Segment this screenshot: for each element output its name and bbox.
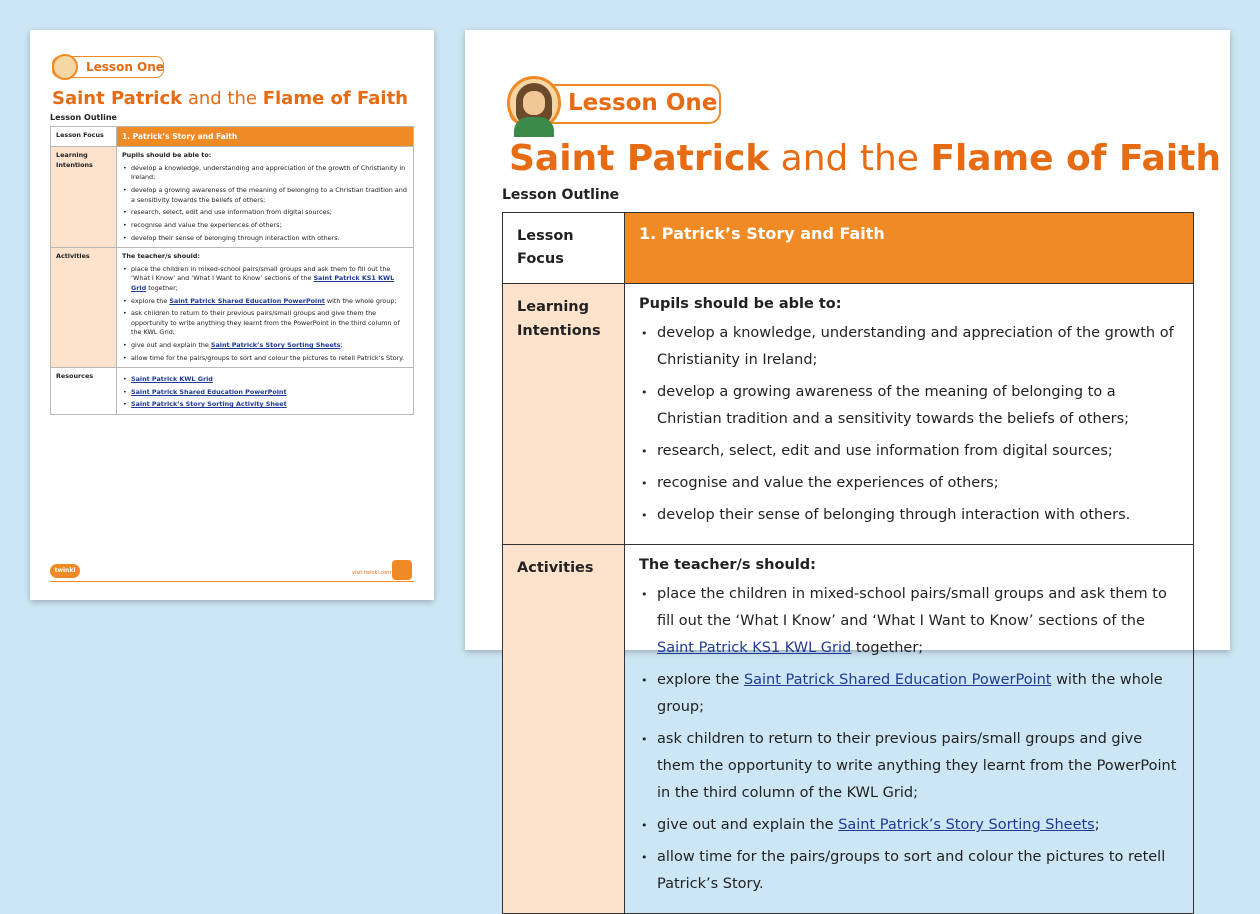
activities-list [122,265,408,363]
list-item: • research, select, edit and use information from digital sources; [122,208,408,218]
list-item: • explore the Saint Patrick Shared Education PowerPoint with the whole group; [122,297,408,307]
list-item: • explore the Saint Patrick Shared Education PowerPoint with the whole group; [639,667,1179,721]
intentions-list [122,164,408,243]
powerpoint-link[interactable]: Saint Patrick Shared Education PowerPoint [743,672,1052,689]
list-item: • place the children in mixed-school pairs/small groups and ask them to fill out the ‘What I Know’ and ‘What I Want to Know’ sections of the Saint Patrick KS1 KWL Grid together; [639,581,1179,662]
list-item: • develop a growing awareness of the meaning of belonging to a Christian tradition and a sensitivity towards the beliefs of others; [122,186,408,205]
title-part-1: Saint Patrick [509,138,770,179]
list-item [122,375,408,385]
intentions-list [639,320,1179,529]
intentions-label: Learning Intentions [51,147,117,248]
focus-value: 1. Patrick’s Story and Faith [117,127,414,147]
list-item: • develop their sense of belonging through interaction with others. [639,502,1179,529]
list-item: • give out and explain the Saint Patrick’s Story Sorting Sheets; [639,812,1179,839]
list-item: • recognise and value the experiences of others; [122,221,408,231]
zoomed-page [465,30,1230,893]
resources-list [122,375,408,410]
resource-link[interactable]: Saint Patrick’s Story Sorting Activity Sheet [131,400,287,409]
list-item: • recognise and value the experiences of others; [639,470,1179,497]
lesson-badge-label: Lesson One [568,90,718,116]
list-item: • research, select, edit and use information from digital sources; [639,438,1179,465]
title-part-3: Flame of Faith [930,138,1221,179]
activities-cell [117,248,414,368]
activities-intro: The teacher/s should: [639,557,816,574]
page-title [509,138,1221,179]
lesson-table [50,126,414,415]
twinkl-badge-icon [392,560,412,580]
title-part-1: Saint Patrick [52,88,183,109]
title-part-2: and the [769,138,931,179]
list-item: • develop a growing awareness of the meaning of belonging to a Christian tradition and a sensitivity towards the beliefs of others; [639,379,1179,433]
intentions-cell [625,284,1194,545]
list-item: • develop a knowledge, understanding and appreciation of the growth of Christianity in Ireland; [122,164,408,183]
resources-label: Resources [51,368,117,415]
activities-cell [625,545,1194,914]
activities-label: Activities [503,545,625,914]
title-part-3: Flame of Faith [262,88,408,109]
lesson-table [502,212,1194,914]
page-title [52,88,408,109]
focus-label: Lesson Focus [503,213,625,284]
twinkl-logo: twinkl [50,564,80,578]
sorting-sheets-link[interactable]: Saint Patrick’s Story Sorting Sheets [210,341,341,349]
outline-heading: Lesson Outline [502,187,620,203]
saint-patrick-avatar-icon [507,76,561,130]
list-item: • develop their sense of belonging through interaction with others. [122,234,408,244]
focus-label: Lesson Focus [51,127,117,147]
list-item: • ask children to return to their previous pairs/small groups and give them the opportunity to write anything they learnt from the PowerPoint in the third column of the KWL Grid; [639,726,1179,807]
list-item: • allow time for the pairs/groups to sort and colour the pictures to retell Patrick’s Story. [639,844,1179,898]
list-item: • give out and explain the Saint Patrick’s Story Sorting Sheets; [122,341,408,351]
intentions-intro: Pupils should be able to: [639,296,842,313]
list-item [122,388,408,398]
activities-list [639,581,1179,898]
kwl-grid-link[interactable]: Saint Patrick KS1 KWL Grid [657,640,852,657]
title-part-2: and the [182,88,263,109]
resource-link[interactable]: Saint Patrick Shared Education PowerPoint [131,387,287,396]
visit-text: visit twinkl.com [352,570,392,576]
lesson-badge-label: Lesson One [86,60,164,74]
powerpoint-link[interactable]: Saint Patrick Shared Education PowerPoint [169,296,325,305]
list-item: • ask children to return to their previous pairs/small groups and give them the opportunity to write anything they learnt from the PowerPoint in the third column of the KWL Grid; [122,309,408,338]
footer-divider [50,581,414,582]
kwl-grid-link[interactable]: Saint Patrick KS1 KWL Grid [131,274,395,292]
intentions-label: Learning Intentions [503,284,625,545]
outline-heading: Lesson Outline [50,113,117,122]
saint-patrick-avatar-icon [52,54,78,80]
list-item: • develop a knowledge, understanding and appreciation of the growth of Christianity in Ireland; [639,320,1179,374]
list-item: • allow time for the pairs/groups to sort and colour the pictures to retell Patrick’s Story. [122,354,408,364]
focus-value: 1. Patrick’s Story and Faith [625,213,1194,284]
resources-cell [117,368,414,415]
thumbnail-page [30,30,434,600]
list-item: • place the children in mixed-school pairs/small groups and ask them to fill out the ‘What I Know’ and ‘What I Want to Know’ sections of the Saint Patrick KS1 KWL Grid together; [122,265,408,294]
list-item [122,400,408,410]
activities-label: Activities [51,248,117,368]
resource-link[interactable]: Saint Patrick KWL Grid [131,375,213,384]
intentions-intro: Pupils should be able to: [122,151,212,160]
activities-intro: The teacher/s should: [122,252,200,261]
sorting-sheets-link[interactable]: Saint Patrick’s Story Sorting Sheets [838,817,1095,834]
intentions-cell [117,147,414,248]
